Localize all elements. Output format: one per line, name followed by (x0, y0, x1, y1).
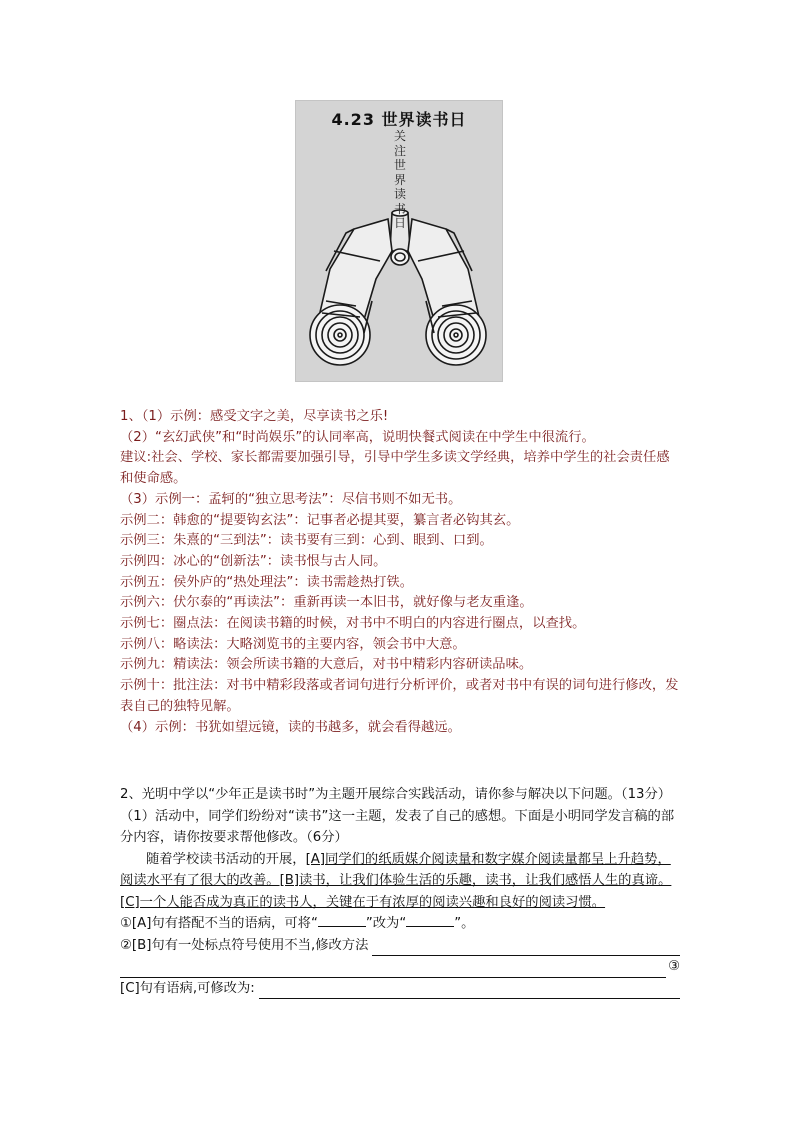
answer-line: （2）“玄幻武侠”和“时尚娱乐”的认同率高，说明快餐式阅读在中学生中很流行。 (120, 429, 595, 445)
item-3-label: [C]句有语病,可修改为: (120, 980, 255, 996)
answer-blank-2[interactable] (406, 914, 454, 927)
passage-sentence-b: [B]读书，让我们体验生活的乐趣，读书，让我们感悟人生的真谛。 (279, 873, 672, 888)
answer-line: 示例四：冰心的“创新法”：读书恨与古人同。 (120, 553, 387, 569)
answer-blank-1[interactable] (318, 914, 366, 927)
item-1-suffix: ”。 (454, 916, 475, 931)
item-3-mark: ③ (668, 959, 680, 974)
poster-title: 4.23 世界读书日 (331, 110, 467, 129)
answer-section (120, 407, 680, 738)
item-1-middle: ”改为“ (365, 916, 407, 931)
answer-line-item-2-continued[interactable] (120, 962, 666, 978)
answer-line: 示例十：批注法：对书中精彩段落或者词句进行分析评价，或者对书中有误的词句进行修改，发表自己的独特见解。 (120, 678, 679, 714)
answer-line: 示例八：略读法：大略浏览书的主要内容，领会书中大意。 (120, 636, 466, 652)
answer-line: 示例二：韩愈的“提要钩玄法”：记事者必提其要，纂言者必钩其玄。 (120, 512, 520, 528)
answer-line: （4）示例：书犹如望远镜，读的书越多，就会看得越远。 (120, 719, 461, 735)
answer-line: 1、（1）示例：感受文字之美，尽享读书之乐! (120, 409, 389, 424)
answer-line: 示例七：圈点法：在阅读书籍的时候，对书中不明白的内容进行圈点，以查找。 (120, 616, 586, 632)
answer-line: 示例六：伏尔泰的“再读法”：重新再读一本旧书，就好像与老友重逢。 (120, 595, 533, 611)
answer-line: （3）示例一：孟轲的“独立思考法”：尽信书则不如无书。 (120, 491, 462, 507)
item-1-prefix: ①[A]句有搭配不当的语病，可将“ (120, 916, 318, 931)
question-intro: 2、光明中学以“少年正是读书时”为主题开展综合实践活动，请你参与解决以下问题。（13分） (120, 787, 672, 802)
answer-line-item-2[interactable] (372, 940, 680, 956)
answer-line: 建议:社会、学校、家长都需要加强引导，引导中学生多读文学经典，培养中学生的社会责任感和使命感。 (120, 450, 670, 487)
answer-line-item-3[interactable] (259, 983, 680, 999)
answer-line: 示例五：侯外庐的“热处理法”：读书需趁热打铁。 (120, 574, 414, 590)
item-2-label: ②[B]句有一处标点符号使用不当,修改方法 (120, 937, 369, 953)
answer-line: 示例三：朱熹的“三到法”：读书要有三到：心到、眼到、口到。 (120, 533, 493, 549)
item-2 (120, 935, 680, 957)
question-2 (120, 784, 680, 999)
item-3-mark-row (120, 956, 680, 978)
passage-sentence-c: [C]一个人能否成为真正的读书人，关键在于有浓厚的阅读兴趣和良好的阅读习惯。 (120, 894, 606, 910)
passage-sentence-a: [A]同学们的纸质媒介阅读量和数字媒介阅读量都呈上升趋势，阅读水平有了很大的改善。 (120, 851, 671, 888)
answer-line: 示例九：精读法：领会所读书籍的大意后，对书中精彩内容研读品味。 (120, 657, 533, 673)
world-book-day-poster (295, 100, 503, 382)
poster-vertical-text: 关 注 世 界 读 书 日 (393, 129, 406, 230)
passage-lead: 随着学校读书活动的开展， (146, 851, 306, 867)
speech-passage (120, 849, 680, 914)
item-3 (120, 978, 680, 1000)
question-sub1: （1）活动中，同学们纷纷对“读书”这一主题，发表了自己的感想。下面是小明同学发言稿的部分内容，请你按要求帮他修改。（6分） (120, 808, 675, 845)
item-1 (120, 913, 680, 935)
